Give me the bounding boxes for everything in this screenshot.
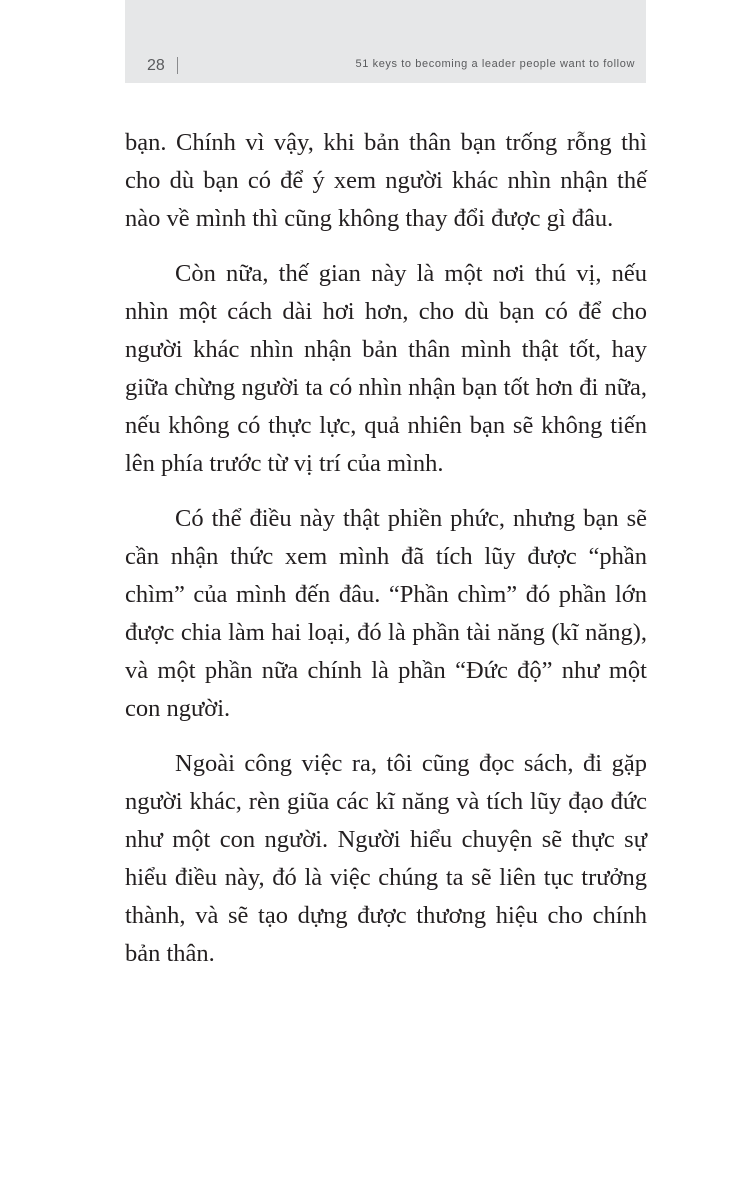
header-separator	[177, 57, 178, 74]
paragraph: Có thể điều này thật phiền phức, nhưng bạn sẽ cần nhận thức xem mình đã tích lũy được “phần chìm” của mình đến đâu. “Phần chìm” đó phần lớn được chia làm hai loại, đó là phần tài năng (kĩ năng), và một phần nữa chính là phần “Đức độ” như một con người.	[125, 505, 647, 722]
page-number: 28	[147, 57, 165, 74]
running-header	[125, 0, 646, 83]
paragraph: Ngoài công việc ra, tôi cũng đọc sách, đi gặp người khác, rèn giũa các kĩ năng và tích lũy đạo đức như một con người. Người hiểu chuyện sẽ thực sự hiểu điều này, đó là việc chúng ta sẽ liên tục trưởng thành, và sẽ tạo dựng được thương hiệu cho chính bản thân.	[125, 750, 647, 967]
page-body	[125, 124, 647, 990]
paragraph: Còn nữa, thế gian này là một nơi thú vị, nếu nhìn một cách dài hơi hơn, cho dù bạn có để cho người khác nhìn nhận bản thân mình thật tốt, hay giữa chừng người ta có nhìn nhận bạn tốt hơn đi nữa, nếu không có thực lực, quả nhiên bạn sẽ không tiến lên phía trước từ vị trí của mình.	[125, 260, 647, 477]
paragraph-continued: bạn. Chính vì vậy, khi bản thân bạn trống rỗng thì cho dù bạn có để ý xem người khác nhìn nhận thế nào về mình thì cũng không thay đổi được gì đâu.	[125, 129, 647, 232]
book-title: 51 keys to becoming a leader people want to follow	[355, 58, 635, 70]
